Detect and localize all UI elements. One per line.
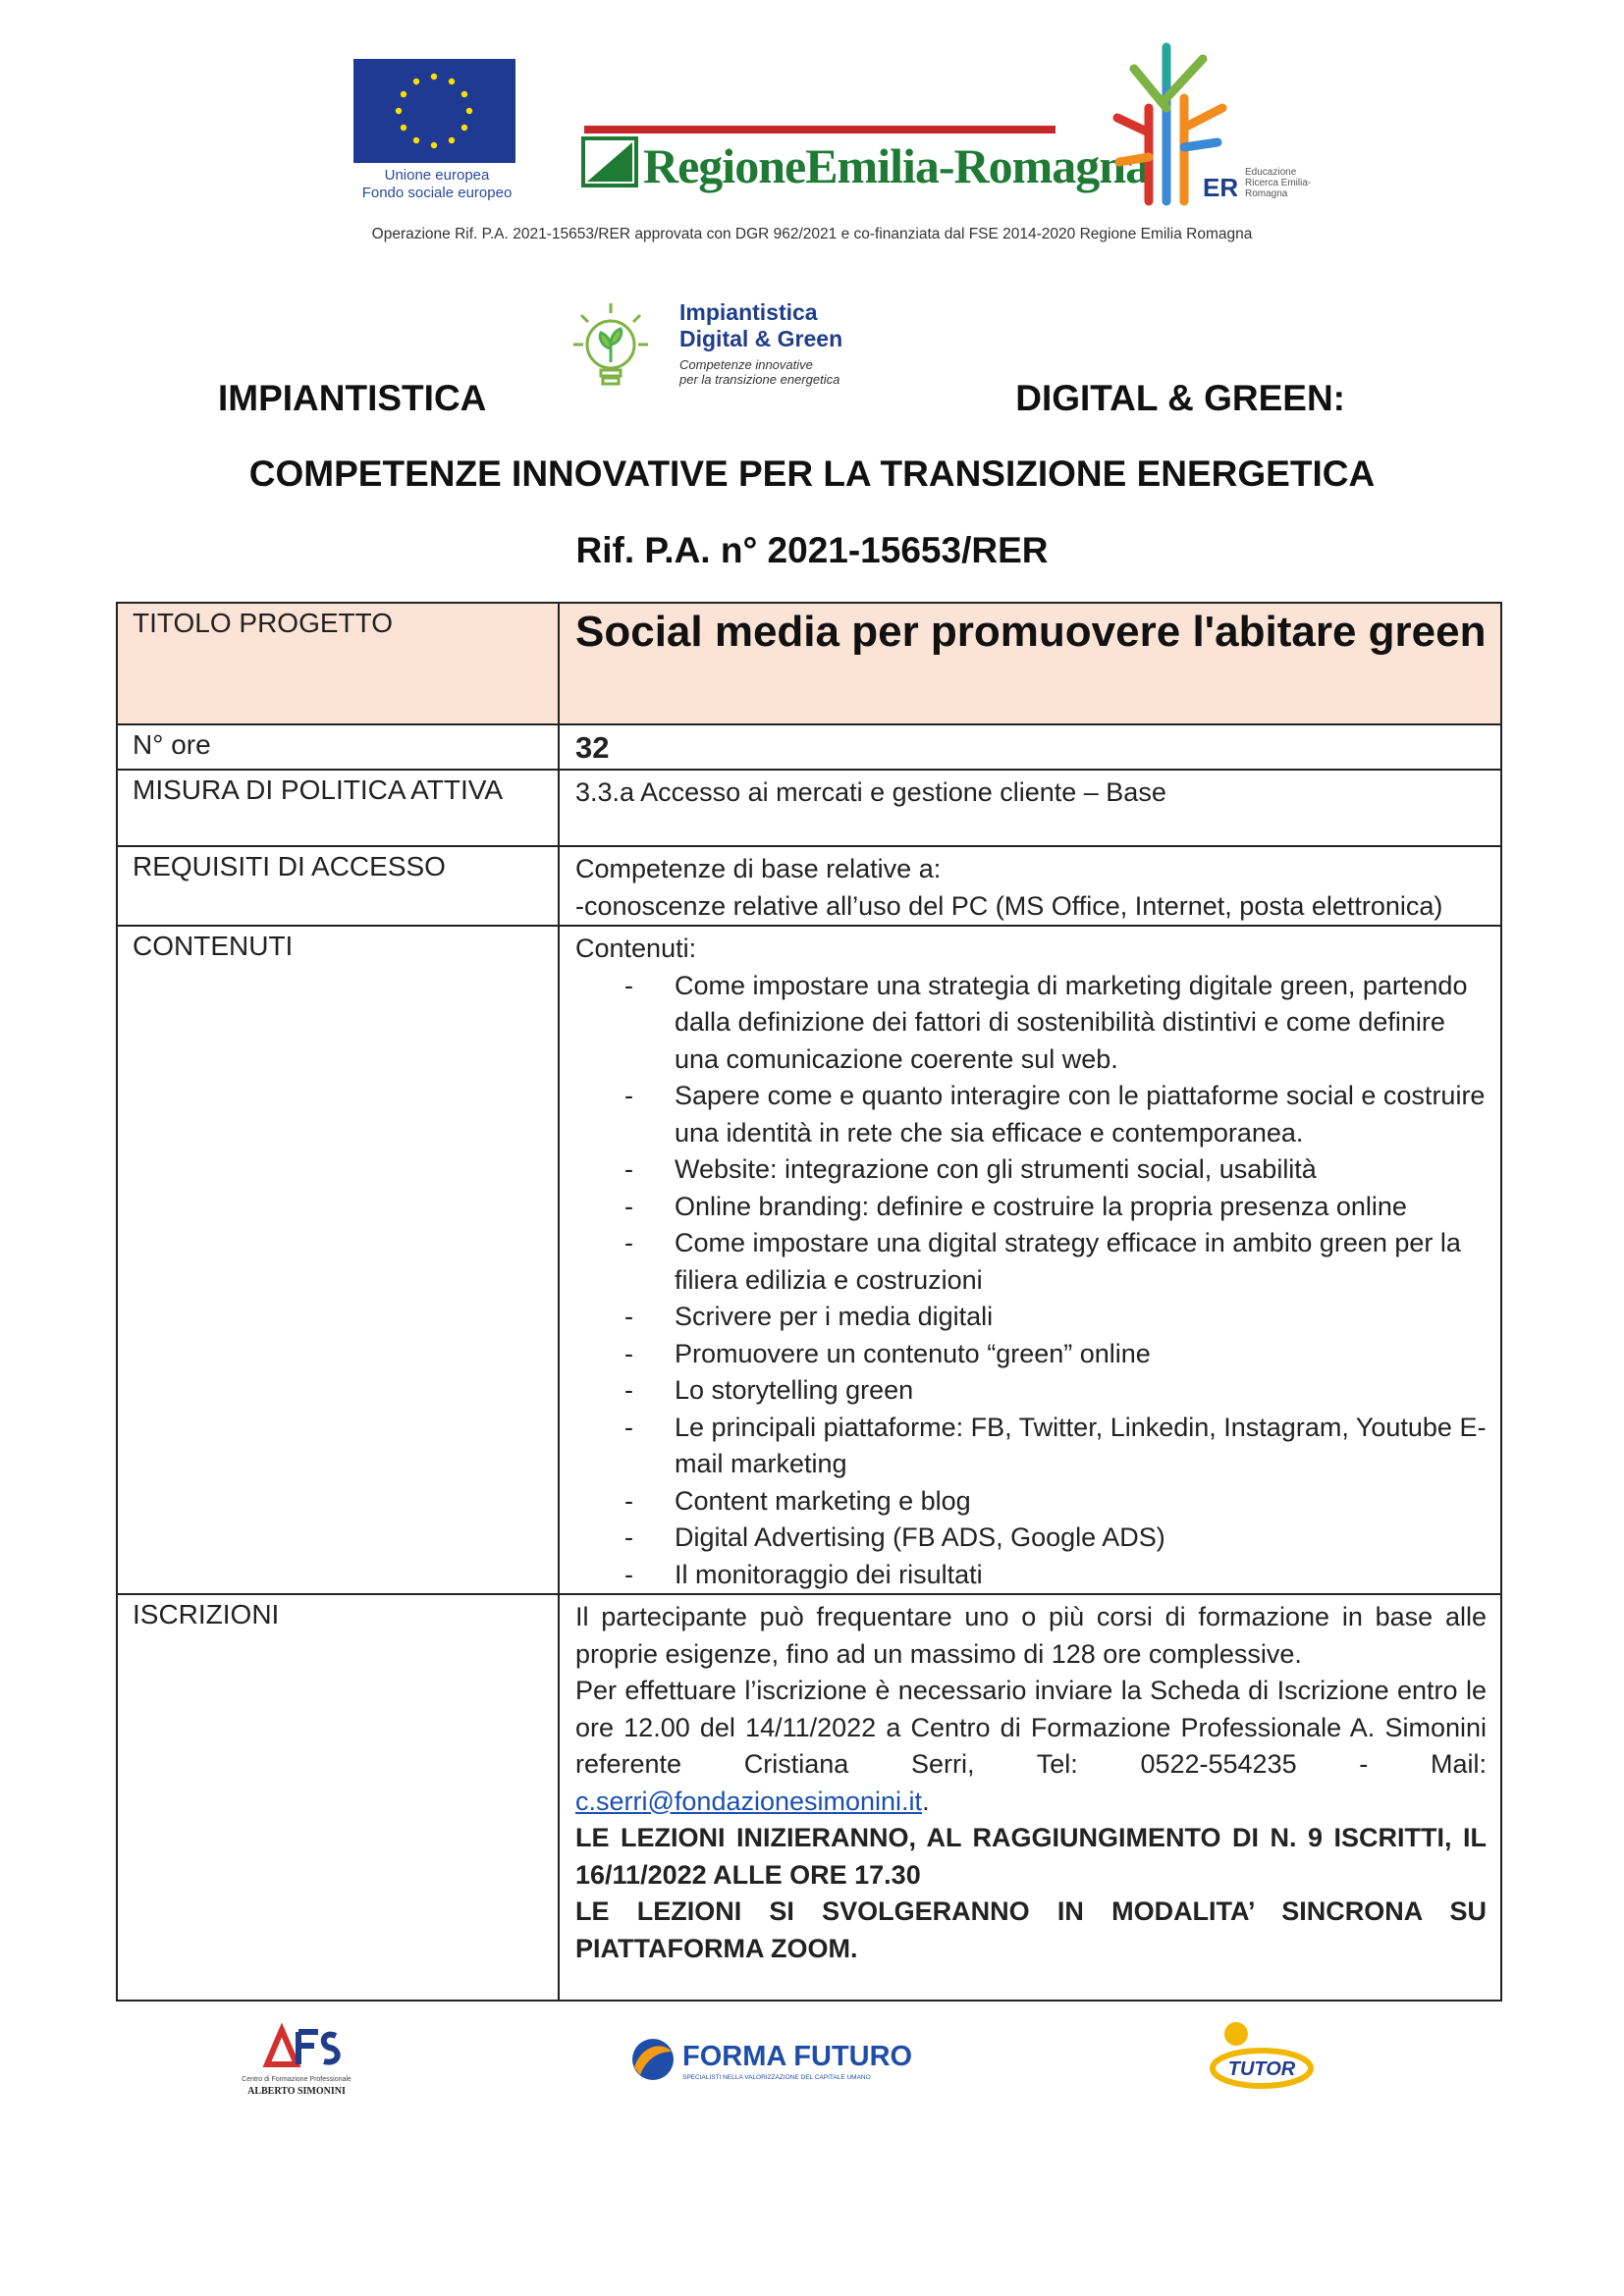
svg-text:FORMA FUTURO: FORMA FUTURO (682, 2041, 913, 2072)
contents-label: CONTENUTI (117, 926, 559, 1594)
contents-list (575, 968, 1487, 1594)
project-title-cell (559, 603, 1501, 724)
title-right: DIGITAL & GREEN: (1015, 378, 1345, 418)
enrollment-mode-notice: LE LEZIONI SI SVOLGERANNO IN MODALITA’ SINCRONA SU PIATTAFORMA ZOOM. (575, 1896, 1487, 1963)
region-name: RegioneEmilia-Romagna (643, 138, 1150, 193)
er-tree-logo (1110, 39, 1237, 206)
afs-logo-icon (228, 2020, 365, 2099)
enrollment-paragraph-1: Il partecipante può frequentare uno o più corsi di formazione in base alle proprie esigenze, fino ad un massimo di 128 ore complessive. (575, 1602, 1487, 1669)
requirements-value (559, 846, 1501, 926)
forma-futuro-logo (628, 2032, 923, 2091)
requirements-label: REQUISITI DI ACCESSO (117, 846, 559, 926)
project-title-label: TITOLO PROGETTO (117, 603, 559, 724)
enrollment-value (559, 1594, 1501, 2001)
hours-label: N° ore (117, 724, 559, 770)
afs-simonini-logo (228, 2020, 365, 2099)
list-item: - Promuovere un contenuto “green” online (575, 1336, 1487, 1373)
list-item: - Online branding: definire e costruire la propria presenza online (575, 1189, 1487, 1226)
svg-text:TUTOR: TUTOR (1227, 2058, 1296, 2080)
list-item: - Come impostare una digital strategy efficace in ambito green per la filiera edilizia e costruzioni (575, 1225, 1487, 1299)
list-item: - Come impostare una strategia di marketing digitale green, partendo dalla definizione dei fattori di sostenibilità distintivi e come definire una comunicazione coerente sul web. (575, 968, 1487, 1079)
list-item: - Lo storytelling green (575, 1372, 1487, 1410)
table-row-project-title (117, 603, 1501, 724)
svg-text:ALBERTO SIMONINI: ALBERTO SIMONINI (247, 2086, 346, 2097)
svg-text:ER: ER (1203, 173, 1237, 202)
tree-icon (1110, 39, 1237, 206)
list-item: - Scrivere per i media digitali (575, 1299, 1487, 1336)
eu-flag-logo (353, 59, 515, 163)
requirements-line-2: -conoscenze relative all’uso del PC (MS Office, Internet, posta elettronica) (575, 890, 1443, 921)
contents-value (559, 926, 1501, 1594)
hours-value: 32 (559, 724, 1501, 770)
title-left: IMPIANTISTICA (218, 378, 487, 418)
list-item: - Il monitoraggio dei risultati (575, 1557, 1487, 1594)
forma-futuro-icon (628, 2032, 923, 2091)
operation-note: Operazione Rif. P.A. 2021-15653/RER approvata con DGR 962/2021 e co-finanziata dal FSE 2014-2020 Regione Emilia Romagna (371, 226, 1253, 242)
title-subheading: COMPETENZE INNOVATIVE PER LA TRANSIZIONE ENERGETICA (248, 454, 1376, 494)
project-logo-subtitle: Competenze innovative per la transizione energetica (679, 357, 840, 387)
course-info-table (116, 602, 1502, 2002)
eu-stars-icon (353, 59, 515, 163)
list-item: - Sapere come e quanto interagire con le piattaforme social e costruire una identità in rete che sia efficace e contemporanea. (575, 1078, 1487, 1151)
contents-intro: Contenuti: (575, 934, 697, 963)
er-caption: Educazione Ricerca Emilia-Romagna (1245, 167, 1312, 199)
list-item: - Digital Advertising (FB ADS, Google ADS) (575, 1520, 1487, 1557)
eu-caption: Unione europea Fondo sociale europeo (361, 167, 513, 201)
enrollment-paragraph-2: Per effettuare l’iscrizione è necessario inviare la Scheda di Iscrizione entro le ore 12.00 del 14/11/2022 a Centro di Formazione Professionale A. Simonini referente Cristiana Serri, Tel: 0522-554235 - Mail: c.serri@fondazionesimonini.it. (575, 1676, 1487, 1816)
table-row-enrollment (117, 1594, 1501, 2001)
project-logo (571, 299, 650, 390)
requirements-line-1: Competenze di base relative a: (575, 854, 942, 883)
table-row-requirements (117, 846, 1501, 926)
list-item: - Le principali piattaforme: FB, Twitter, Linkedin, Instagram, Youtube E-mail marketing (575, 1410, 1487, 1483)
region-emblem-icon (581, 133, 640, 193)
list-item: - Website: integrazione con gli strumenti social, usabilità (575, 1151, 1487, 1189)
table-row-contents (117, 926, 1501, 1594)
enrollment-label: ISCRIZIONI (117, 1594, 559, 2001)
enrollment-start-notice: LE LEZIONI INIZIERANNO, AL RAGGIUNGIMENTO DI N. 9 ISCRITTI, IL 16/11/2022 ALLE ORE 17.30 (575, 1823, 1487, 1890)
project-logo-name: Impiantistica Digital & Green (679, 299, 843, 351)
svg-text:SPECIALISTI NELLA VALORIZZAZIO: SPECIALISTI NELLA VALORIZZAZIONE DEL CAPITALE UMANO (682, 2074, 871, 2081)
measure-label: MISURA DI POLITICA ATTIVA (117, 770, 559, 846)
list-item: - Content marketing e blog (575, 1483, 1487, 1521)
table-row-measure (117, 770, 1501, 846)
svg-text:Centro di Formazione Professio: Centro di Formazione Professionale (242, 2076, 352, 2083)
lightbulb-plant-icon (571, 299, 650, 390)
reference-code: Rif. P.A. n° 2021-15653/RER (575, 530, 1049, 570)
email-link[interactable]: c.serri@fondazionesimonini.it (575, 1786, 923, 1816)
measure-value: 3.3.a Accesso ai mercati e gestione cliente – Base (559, 770, 1501, 846)
table-row-hours (117, 724, 1501, 770)
tutor-logo (1203, 2014, 1321, 2095)
tutor-logo-icon (1203, 2014, 1321, 2095)
project-title: Social media per promuovere l'abitare green (575, 608, 1487, 656)
